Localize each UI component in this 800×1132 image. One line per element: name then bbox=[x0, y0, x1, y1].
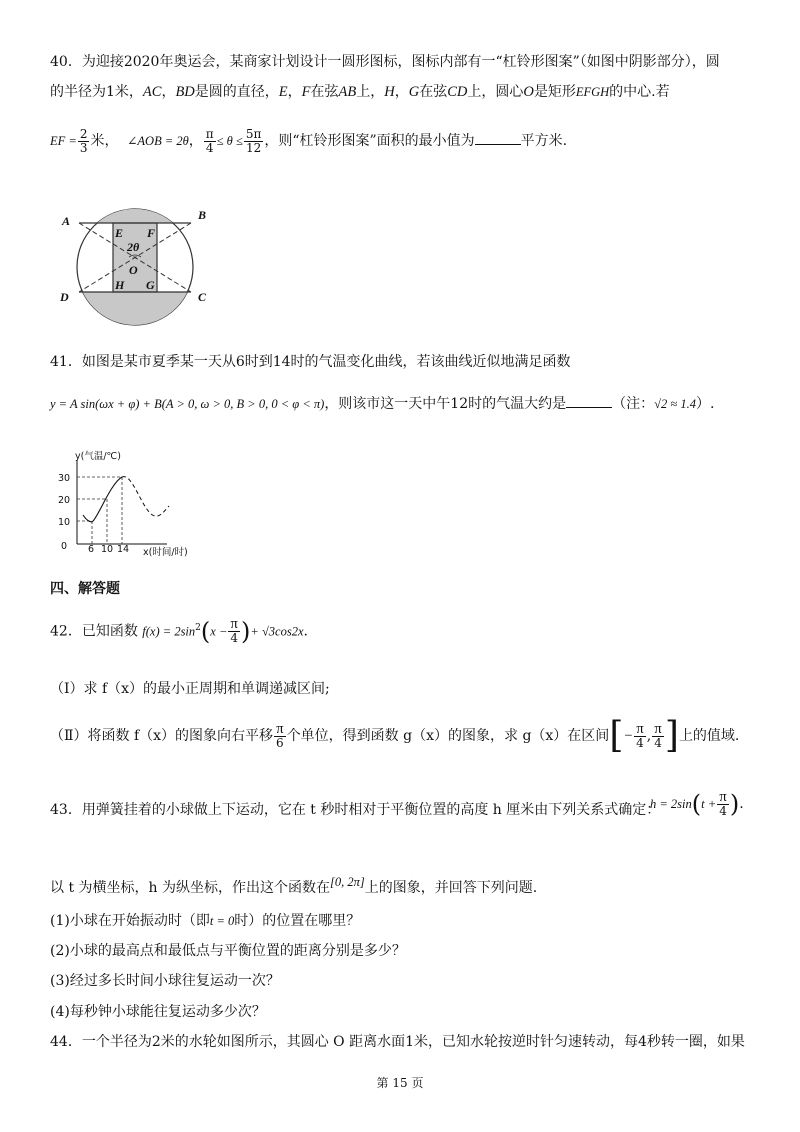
q41-note: （注： bbox=[612, 396, 655, 412]
frac-den: 4 bbox=[205, 140, 214, 155]
q40-var-e: E bbox=[278, 84, 288, 100]
q43-interval: [0, 2π] bbox=[330, 875, 365, 889]
q40-text: 的半径为1米， bbox=[50, 84, 143, 100]
frac-den: 6 bbox=[276, 735, 284, 750]
q44-line1: 44．一个半径为2米的水轮如图所示，其圆心 O 距离水面1米，已知水轮按逆时针匀速转动，每4秒转一圈，如果 bbox=[50, 1034, 745, 1050]
frac-den: 4 bbox=[230, 631, 239, 646]
q43-sub1-a: (1)小球在开始振动时（即 bbox=[50, 913, 210, 929]
chart-ytick-20: 20 bbox=[58, 495, 71, 506]
q42-part2 bbox=[50, 716, 739, 756]
q41-answer-blank bbox=[566, 394, 612, 408]
q42-prefix: 42．已知函数 bbox=[50, 623, 138, 640]
q40-sep: ， bbox=[287, 84, 302, 100]
frac-num: π bbox=[228, 618, 240, 632]
q40-var-f: F bbox=[301, 84, 311, 100]
q40-sep: ， bbox=[161, 84, 176, 100]
q42-rest: + √3cos2x bbox=[250, 624, 304, 639]
q43-line1: 43．用弹簧挂着的小球做上下运动，它在 t 秒时相对于平衡位置的高度 h 厘米由下列关系式确定： bbox=[50, 802, 661, 818]
q41-tail: ，则该市这一天中午12时的气温大约是 bbox=[324, 396, 567, 412]
label-g: G bbox=[146, 278, 155, 292]
q40-answer-blank bbox=[475, 131, 521, 145]
q43-formula-h: h = 2sin bbox=[650, 797, 692, 811]
q42-part2-b: 个单位，得到函数 g（x）的图象，求 g（x）在区间 bbox=[286, 728, 610, 744]
q43-line2-b: 上的图象，并回答下列问题. bbox=[364, 880, 538, 896]
q43-formula-t: t + bbox=[701, 797, 717, 811]
label-2theta: 2θ bbox=[127, 240, 140, 254]
q43-sub3: (3)经过多长时间小球往复运动一次？ bbox=[50, 973, 280, 989]
q43-line2-a: 以 t 为横坐标，h 为纵坐标，作出这个函数在 bbox=[50, 880, 330, 896]
q40-figure bbox=[50, 195, 220, 330]
q43-sub4: (4)每秒钟小球能往复运动多少次？ bbox=[50, 1004, 266, 1020]
frac-num: π bbox=[652, 723, 664, 737]
label-f: F bbox=[147, 226, 156, 240]
chart-xtick-6: 6 bbox=[88, 544, 95, 555]
q40-text: 上，圆心 bbox=[467, 84, 524, 100]
q40-text: 是圆的直径， bbox=[194, 84, 279, 100]
q42-pi-over-6 bbox=[274, 720, 286, 750]
q41-chart bbox=[55, 448, 215, 560]
q41-line2 bbox=[50, 394, 714, 414]
q42-line1 bbox=[50, 610, 308, 650]
q42-part1: （Ⅰ）求 f（x）的最小正周期和单调递减区间; bbox=[50, 681, 330, 697]
frac-num: π bbox=[717, 791, 729, 805]
q40-var-bd: BD bbox=[175, 84, 195, 100]
q42-int-comma: , bbox=[646, 728, 652, 744]
q42-int-hi-frac bbox=[652, 720, 664, 750]
label-a: A bbox=[62, 214, 71, 228]
label-d: D bbox=[60, 290, 69, 304]
q40-sep: ， bbox=[394, 84, 409, 100]
label-h: H bbox=[115, 278, 125, 292]
q40-ef-label: EF = bbox=[50, 134, 77, 148]
label-b: B bbox=[198, 208, 207, 222]
q41-sqrt: √2 ≈ 1.4 bbox=[654, 397, 696, 411]
q40-line1: 40．为迎接2020年奥运会，某商家计划设计一圆形图标，图标内部有一“杠铃形图案”（如图中阴影部分），圆 bbox=[50, 54, 720, 70]
section-heading: 四、解答题 bbox=[50, 581, 120, 597]
q42-int-lo-frac bbox=[634, 720, 646, 750]
q42-square: 2 bbox=[195, 623, 201, 633]
q40-sep: ， bbox=[188, 133, 203, 149]
q43-sub1-b: 时）的位置在哪里？ bbox=[234, 913, 361, 929]
q40-angle: ∠AOB = 2θ bbox=[126, 134, 189, 148]
q40-text: 在弦 bbox=[419, 84, 448, 100]
chart-xlabel: x(时间/时) bbox=[143, 547, 188, 558]
q40-var-efgh: EFGH bbox=[575, 85, 610, 99]
q40-var-h: H bbox=[384, 84, 395, 100]
q40-text: 是矩形 bbox=[533, 84, 576, 100]
frac-den: 4 bbox=[654, 735, 662, 750]
q42-part2-a: （Ⅱ）将函数 f（x）的图象向右平移 bbox=[50, 728, 274, 744]
q40-line2 bbox=[50, 82, 670, 102]
paren: ( bbox=[200, 617, 211, 646]
q42-fx: f(x) = 2sin bbox=[142, 624, 196, 639]
q40-var-ac: AC bbox=[142, 84, 162, 100]
q40-var-ab: AB bbox=[338, 84, 357, 100]
bracket: ] bbox=[664, 715, 679, 756]
q41-line1: 41．如图是某市夏季某一天从6时到14时的气温变化曲线，若该曲线近似地满足函数 bbox=[50, 354, 571, 370]
paren: ) bbox=[729, 790, 740, 818]
q41-formula: y = A sin(ωx + φ) + B(A > 0, ω > 0, B > 0, 0 < φ < π) bbox=[50, 397, 325, 411]
q40-theta-lo bbox=[204, 128, 216, 155]
q43-pi-over-4 bbox=[717, 788, 729, 818]
bracket: [ bbox=[609, 715, 624, 756]
paren: ( bbox=[691, 790, 702, 818]
q40-tail: ，则“杠铃形图案”面积的最小值为 bbox=[264, 133, 475, 149]
frac-num: 2 bbox=[79, 126, 88, 141]
label-e: E bbox=[115, 226, 124, 240]
frac-den: 4 bbox=[636, 735, 644, 750]
q40-unit: 米， bbox=[90, 133, 119, 149]
q43-line2 bbox=[50, 872, 537, 898]
q42-inner: x − bbox=[210, 624, 228, 639]
frac-num: π bbox=[205, 126, 214, 141]
label-o: O bbox=[129, 263, 138, 277]
page-number: 第 15 页 bbox=[376, 1076, 424, 1090]
q43-sub1 bbox=[50, 911, 360, 931]
frac-den: 12 bbox=[245, 140, 262, 155]
q43-sub1-t: t = 0 bbox=[209, 914, 235, 928]
q42-part2-c: 上的值域. bbox=[678, 728, 740, 744]
q40-end: 平方米. bbox=[520, 133, 568, 149]
q41-note-end: ）. bbox=[696, 396, 715, 412]
frac-num: 5π bbox=[245, 126, 262, 141]
chart-curve-dashed bbox=[122, 477, 169, 517]
q40-var-g: G bbox=[408, 84, 420, 100]
q43-end: . bbox=[739, 796, 744, 812]
q40-text: 上， bbox=[356, 84, 385, 100]
chart-ytick-30: 30 bbox=[58, 473, 71, 484]
chart-xtick-14: 14 bbox=[117, 544, 130, 555]
q40-var-cd: CD bbox=[447, 84, 468, 100]
q43-formula bbox=[650, 786, 744, 822]
frac-den: 4 bbox=[719, 803, 727, 818]
q40-line3 bbox=[50, 124, 567, 158]
q40-text: 的中心.若 bbox=[609, 84, 670, 100]
q40-theta-mid: ≤ θ ≤ bbox=[216, 134, 243, 148]
q42-int-lo: − bbox=[623, 728, 634, 744]
chart-ylabel: y(气温/℃) bbox=[75, 451, 121, 462]
q40-var-o: O bbox=[523, 84, 534, 100]
frac-den: 3 bbox=[79, 140, 88, 155]
q42-pi-over-4 bbox=[228, 618, 240, 645]
chart-ytick-10: 10 bbox=[58, 517, 71, 528]
chart-origin: 0 bbox=[61, 541, 68, 552]
q40-text: 在弦 bbox=[310, 84, 339, 100]
q43-sub2: (2)小球的最高点和最低点与平衡位置的距离分别是多少？ bbox=[50, 943, 406, 959]
paren: ) bbox=[241, 617, 251, 646]
frac-num: π bbox=[274, 723, 286, 737]
chart-xtick-10: 10 bbox=[101, 544, 114, 555]
q42-period: . bbox=[303, 623, 308, 640]
frac-num: π bbox=[634, 723, 646, 737]
label-c: C bbox=[198, 290, 207, 304]
q40-ef-fraction bbox=[78, 128, 90, 155]
q40-theta-hi bbox=[244, 128, 264, 155]
